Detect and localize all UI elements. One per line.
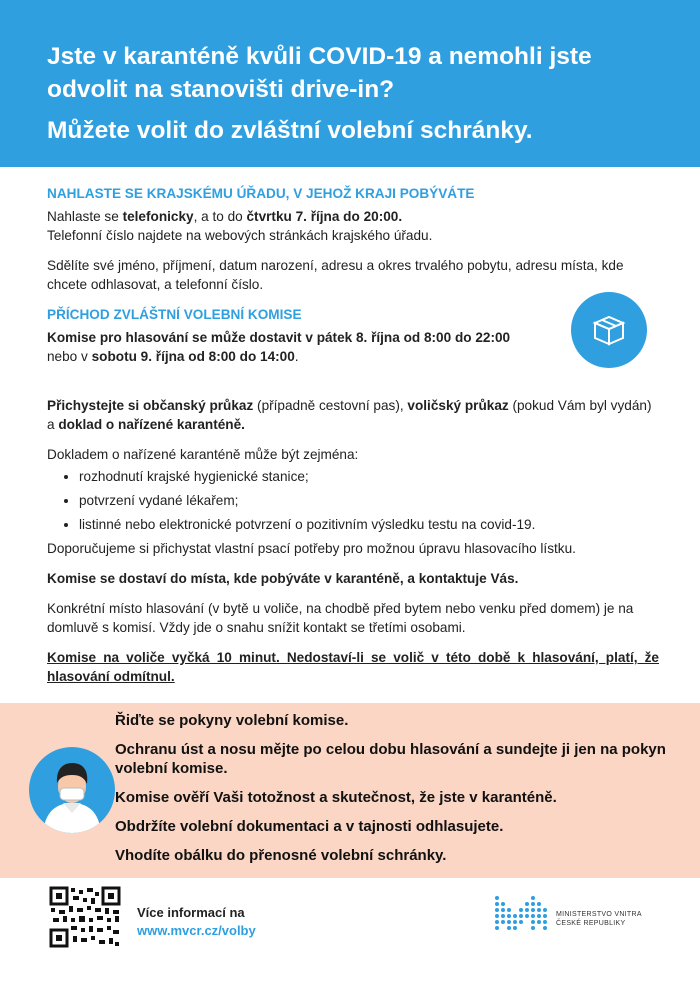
text-span: , a to do: [193, 209, 247, 224]
list-item: • potvrzení vydané lékařem;: [79, 491, 659, 510]
text-bold: doklad o nařízené karanténě.: [58, 417, 245, 432]
text-span: Nahlaste se: [47, 209, 123, 224]
text-span: (pokud Vám byl vydán) a: [47, 398, 652, 432]
section-title-report: NAHLASTE SE KRAJSKÉMU ÚŘADU, V JEHOŽ KRAJI POBÝVÁTE: [47, 186, 475, 201]
instruction-item: Komise ověří Vaši totožnost a skutečnost, že jste v karanténě.: [115, 789, 557, 806]
documents-paragraph: [47, 396, 659, 434]
text-bold: voličský průkaz: [407, 398, 509, 413]
section-title-arrival: PŘÍCHOD ZVLÁŠTNÍ VOLEBNÍ KOMISE: [47, 307, 302, 322]
proof-intro: Dokladem o nařízené karanténě může být zejména:: [47, 447, 359, 462]
pen-recommendation: Doporučujeme si přichystat vlastní psací potřeby pro možnou úpravu hlasovacího lístku.: [47, 541, 576, 556]
list-item: • listinné nebo elektronické potvrzení o pozitivním výsledku testu na covid-19.: [79, 515, 659, 534]
voting-place-paragraph: Konkrétní místo hlasování (v bytě u voliče, na chodbě před bytem nebo venku před domem) je na domluvě s komisí. Vždy jde o snahu snížit kontakt se třetími osobami.: [47, 601, 634, 635]
instruction-item: Vhodíte obálku do přenosné volební schránky.: [115, 847, 447, 864]
ministry-logo-icon: [493, 892, 549, 934]
details-paragraph: Sdělíte své jméno, příjmení, datum narození, adresu a okres trvalého pobytu, adresu místa, kde chcete odhlasovat, a telefonní číslo.: [47, 258, 624, 292]
instruction-item: Řiďte se pokyny volební komise.: [115, 712, 349, 729]
list-item: • rozhodnutí krajské hygienické stanice;: [79, 467, 659, 486]
text-bold: Komise pro hlasování se může dostavit v pátek 8. října od 8:00 do 22:00: [47, 330, 511, 345]
masked-person-icon: [29, 747, 115, 833]
wait-time-paragraph: Komise na voliče vyčká 10 minut. Nedostaví-li se volič v této době k hlasování, platí, že hlasování odmítnul.: [47, 650, 659, 684]
proof-list: [47, 467, 659, 534]
header-line-2: odvolit na stanovišti drive-in?: [47, 76, 395, 103]
header-banner: [0, 0, 700, 167]
ministry-name: [556, 910, 642, 928]
text-bold: telefonicky: [122, 209, 194, 224]
text-span: (případně cestovní pas),: [253, 398, 408, 413]
header-line-3: Můžete volit do zvláštní volební schránky.: [47, 117, 533, 144]
instruction-item: Ochranu úst a nosu mějte po celou dobu hlasování a sundejte ji jen na pokyn volební komise.: [115, 741, 666, 777]
header-line-1: Jste v karanténě kvůli COVID-19 a nemohli jste: [47, 43, 592, 70]
report-paragraph: [47, 207, 659, 245]
text-bold: sobotu 9. října od 8:00 do 14:00: [91, 349, 295, 364]
instructions-list: [115, 711, 675, 875]
instruction-item: Obdržíte volební dokumentaci a v tajnosti odhlasujete.: [115, 818, 504, 835]
text-span: nebo v: [47, 349, 92, 364]
text-span: Telefonní číslo najdete na webových stránkách krajského úřadu.: [47, 228, 433, 243]
text-span: .: [294, 349, 299, 364]
ministry-line-2: ČESKÉ REPUBLIKY: [556, 920, 626, 927]
footer: [0, 878, 700, 992]
arrival-paragraph: [47, 328, 659, 366]
more-info-label: Více informací na: [137, 905, 245, 920]
box-icon: [571, 292, 647, 368]
commission-arrives: Komise se dostaví do místa, kde pobýváte v karanténě, a kontaktuje Vás.: [47, 571, 519, 586]
instructions-panel: [0, 703, 700, 878]
qr-code-icon[interactable]: [49, 886, 121, 948]
text-bold: Přichystejte si občanský průkaz: [47, 398, 254, 413]
more-info-link[interactable]: www.mvcr.cz/volby: [137, 923, 256, 938]
main-content: [47, 184, 659, 686]
text-bold: čtvrtku 7. října do 20:00.: [246, 209, 403, 224]
ministry-line-1: MINISTERSTVO VNITRA: [556, 911, 642, 918]
